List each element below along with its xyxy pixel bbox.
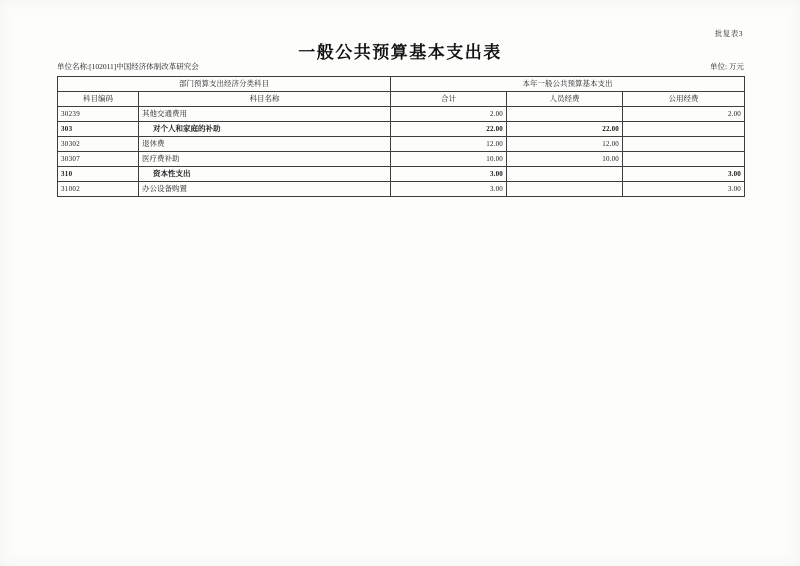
cell-total: 3.00 — [391, 182, 507, 197]
cell-name: 医疗费补助 — [139, 152, 391, 167]
cell-code: 30302 — [58, 137, 139, 152]
cell-code: 310 — [58, 167, 139, 182]
cell-personnel — [507, 107, 623, 122]
cell-personnel: 22.00 — [507, 122, 623, 137]
unit-currency: 单位: 万元 — [710, 62, 744, 71]
cell-name: 资本性支出 — [139, 167, 391, 182]
group-header-current-year-expenditure: 本年一般公共预算基本支出 — [391, 77, 745, 92]
cell-code: 30239 — [58, 107, 139, 122]
cell-total: 22.00 — [391, 122, 507, 137]
table-row — [58, 152, 745, 167]
cell-public — [623, 137, 745, 152]
table-row — [58, 182, 745, 197]
table-row — [58, 122, 745, 137]
cell-total: 3.00 — [391, 167, 507, 182]
cell-public: 3.00 — [623, 182, 745, 197]
unit-name: 单位名称:[102011]中国经济体制改革研究会 — [57, 62, 199, 71]
cell-total: 12.00 — [391, 137, 507, 152]
column-header-subject-code: 科目编码 — [58, 92, 139, 107]
cell-personnel — [507, 182, 623, 197]
cell-total: 2.00 — [391, 107, 507, 122]
cell-name: 其他交通费用 — [139, 107, 391, 122]
table-row — [58, 107, 745, 122]
column-header-subject-name: 科目名称 — [139, 92, 391, 107]
column-header-total: 合计 — [391, 92, 507, 107]
table-row — [58, 137, 745, 152]
budget-table — [57, 76, 745, 197]
table-column-header-row — [58, 92, 745, 107]
cell-total: 10.00 — [391, 152, 507, 167]
cell-personnel: 12.00 — [507, 137, 623, 152]
page-title: 一般公共预算基本支出表 — [298, 43, 502, 62]
cell-name: 办公设备购置 — [139, 182, 391, 197]
cell-public — [623, 122, 745, 137]
table-row — [58, 167, 745, 182]
cell-public: 2.00 — [623, 107, 745, 122]
cell-name: 退休费 — [139, 137, 391, 152]
column-header-personnel-funds: 人员经费 — [507, 92, 623, 107]
column-header-public-funds: 公用经费 — [623, 92, 745, 107]
cell-personnel: 10.00 — [507, 152, 623, 167]
corner-label: 批复表3 — [714, 29, 743, 38]
cell-code: 30307 — [58, 152, 139, 167]
cell-public — [623, 152, 745, 167]
cell-public: 3.00 — [623, 167, 745, 182]
cell-code: 303 — [58, 122, 139, 137]
cell-code: 31002 — [58, 182, 139, 197]
cell-name: 对个人和家庭的补助 — [139, 122, 391, 137]
table-group-header-row — [58, 77, 745, 92]
cell-personnel — [507, 167, 623, 182]
meta-line — [57, 61, 744, 72]
group-header-economic-classification: 部门预算支出经济分类科目 — [58, 77, 391, 92]
